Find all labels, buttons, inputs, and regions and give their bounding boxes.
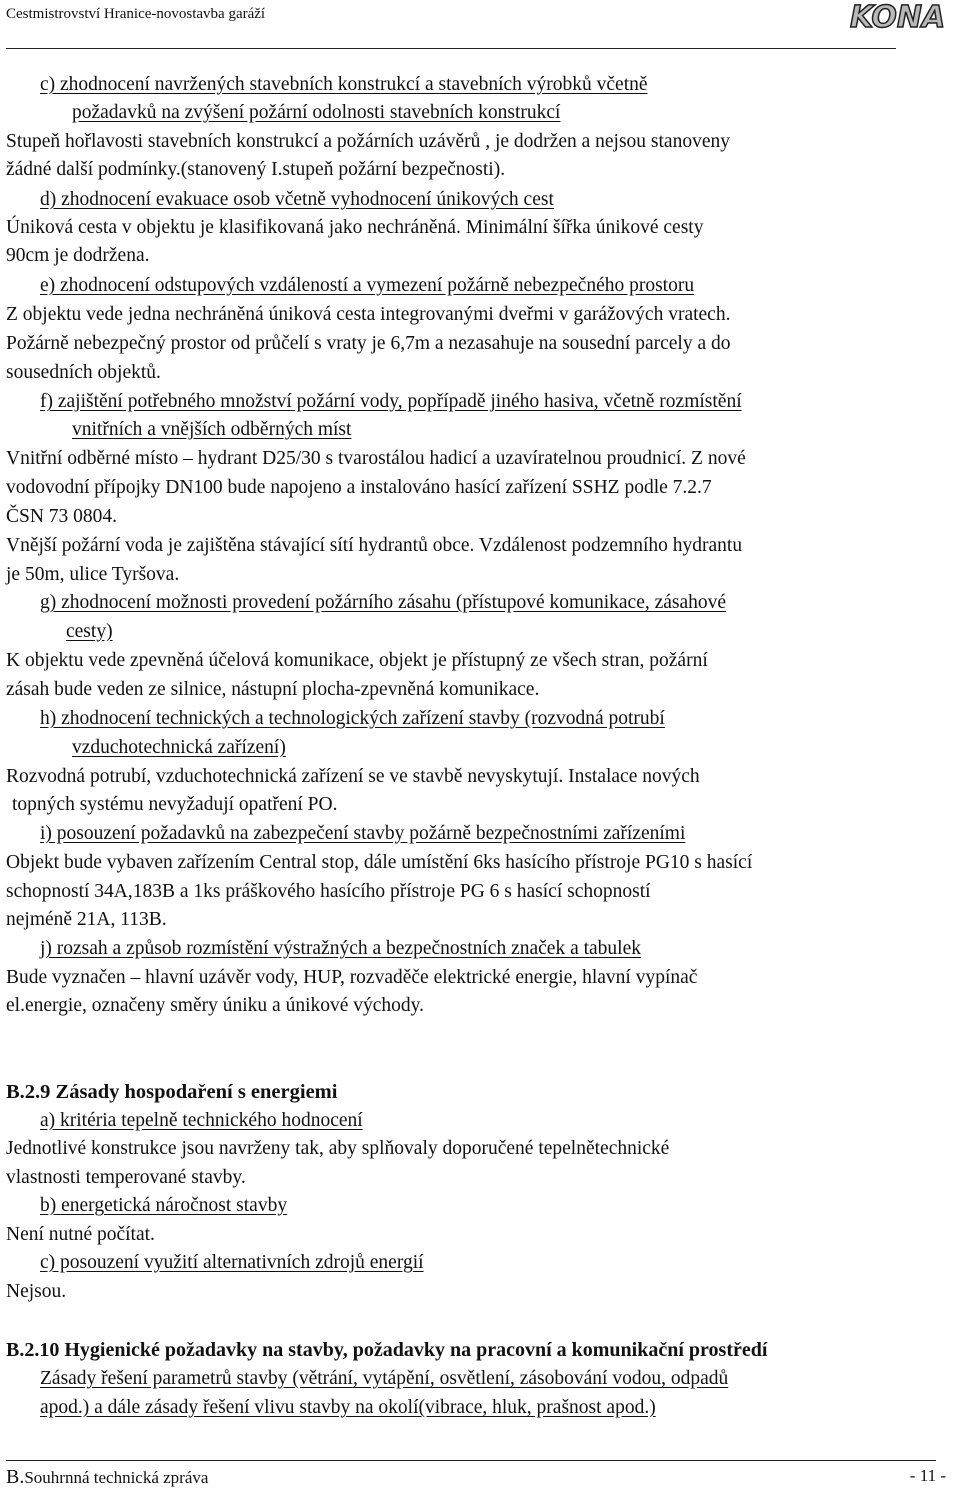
para-line: vodovodní přípojky DN100 bude napojeno a instalováno hasící zařízení SSHZ podle 7.2.7 [6,477,712,498]
heading-f: f) zajištění potřebného množství požární vody, popřípadě jiného hasiva, včetně rozmístění [40,391,742,412]
para-line: Vnitřní odběrné místo – hydrant D25/30 s tvarostálou hadicí a uzavíratelnou proudnicí. Z nové [6,448,746,469]
footer-page-number: - 11 - [909,1466,946,1485]
kona-logo [846,0,946,37]
para-line: Objekt bude vybaven zařízením Central stop, dále umístění 6ks hasícího přístroje PG10 s hasící [6,852,753,873]
header-rule [6,48,896,49]
para-line: vlastnosti temperované stavby. [6,1167,246,1188]
para-line: Rozvodná potrubí, vzduchotechnická zařízení se ve stavbě nevyskytují. Instalace nových [6,766,700,787]
para-line: 90cm je dodržena. [6,245,150,266]
para-line: el.energie, označeny směry úniku a únikové východy. [6,995,425,1016]
heading-f-cont: vnitřních a vnějších odběrných míst [72,419,352,440]
para-line: K objektu vede zpevněná účelová komunikace, objekt je přístupný ze všech stran, požární [6,650,708,671]
para-line: schopností 34A,183B a 1ks práškového hasícího přístroje PG 6 s hasící schopností [6,881,651,902]
para-line: topných systému nevyžadují opatření PO. [12,794,338,815]
section-heading-b29: B.2.9 Zásady hospodaření s energiemi [6,1081,338,1103]
heading-b210-text-cont: apod.) a dále zásady řešení vlivu stavby na okolí(vibrace, hluk, prašnost apod.) [40,1397,656,1418]
footer-rule [6,1460,936,1461]
heading-g: g) zhodnocení možnosti provedení požárního zásahu (přístupové komunikace, zásahové [40,592,727,613]
heading-b29-a: a) kritéria tepelně technického hodnocení [40,1110,363,1131]
heading-b210-text: Zásady řešení parametrů stavby (větrání, vytápění, osvětlení, zásobování vodou, odpadů [40,1368,729,1389]
para-line: žádné další podmínky.(stanovený I.stupeň požární bezpečnosti). [6,159,506,180]
para-line: Není nutné počítat. [6,1224,155,1245]
para-line: je 50m, ulice Tyršova. [6,564,180,585]
para-line: Vnější požární voda je zajištěna stávající sítí hydrantů obce. Vzdálenost podzemního hydrantu [6,535,743,556]
para-line: sousedních objektů. [6,362,161,383]
para-line: Bude vyznačen – hlavní uzávěr vody, HUP, rozvaděče elektrické energie, hlavní vypínač [6,967,698,988]
heading-g-cont: cesty) [66,621,113,642]
heading-d: d) zhodnocení evakuace osob včetně vyhodnocení únikových cest [40,189,554,210]
para-line: Úniková cesta v objektu je klasifikovaná jako nechráněná. Minimální šířka únikové cesty [6,217,704,238]
para-line: nejméně 21A, 113B. [6,909,167,930]
logo-text: KONA [850,0,946,32]
heading-c-cont: požadavků na zvýšení požární odolnosti stavebních konstrukcí [72,102,561,123]
para-line: Jednotlivé konstrukce jsou navrženy tak, aby splňovaly doporučené tepelnětechnické [6,1138,670,1159]
heading-c: c) zhodnocení navržených stavebních konstrukcí a stavebních výrobků včetně [40,74,648,95]
para-line: zásah bude veden ze silnice, nástupní plocha-zpevněná komunikace. [6,679,540,700]
para-line: Stupeň hořlavosti stavebních konstrukcí a požárních uzávěrů , je dodržen a nejsou stanoveny [6,131,730,152]
header-title: Cestmistrovství Hranice-novostavba garáží [6,6,266,22]
heading-j: j) rozsah a způsob rozmístění výstražných a bezpečnostních značek a tabulek [40,938,642,959]
heading-h: h) zhodnocení technických a technologických zařízení stavby (rozvodná potrubí [40,708,665,729]
heading-h-cont: vzduchotechnická zařízení) [72,737,286,758]
para-line: Požárně nebezpečný prostor od průčelí s vraty je 6,7m a nezasahuje na sousední parcely a do [6,333,731,354]
footer-doc-title: B.Souhrnná technická zpráva [6,1466,209,1488]
para-line: Z objektu vede jedna nechráněná úniková cesta integrovanými dveřmi v garážových vratech. [6,304,731,325]
heading-i: i) posouzení požadavků na zabezpečení stavby požárně bezpečnostními zařízeními [40,823,686,844]
heading-b29-c: c) posouzení využití alternativních zdrojů energií [40,1252,424,1273]
para-line: ČSN 73 0804. [6,506,118,527]
section-heading-b210: B.2.10 Hygienické požadavky na stavby, požadavky na pracovní a komunikační prostředí [6,1339,768,1361]
heading-b29-b: b) energetická náročnost stavby [40,1195,288,1216]
heading-e: e) zhodnocení odstupových vzdáleností a vymezení požárně nebezpečného prostoru [40,275,695,296]
para-line: Nejsou. [6,1281,67,1302]
